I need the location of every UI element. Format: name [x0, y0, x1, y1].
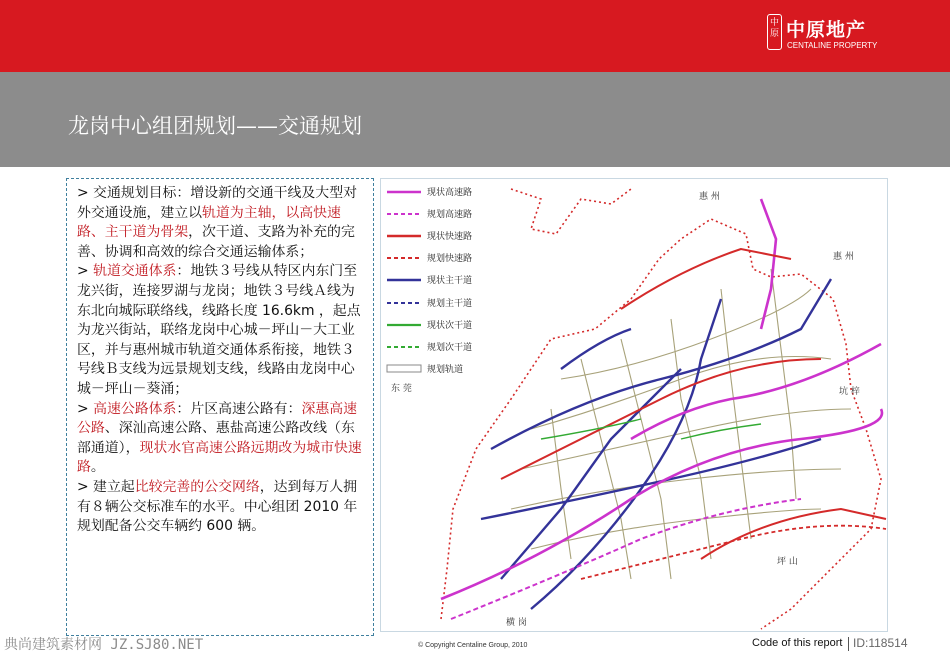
highlight-text: 比较完善的公交网络 — [134, 478, 260, 495]
place-label-dongguan: 东 莞 — [391, 384, 412, 394]
watermark-text: 典尚建筑素材网 JZ.SJ80.NET — [4, 637, 204, 653]
paragraph-bus — [77, 478, 365, 537]
footer-divider — [848, 637, 849, 651]
report-id: ID:118514 — [853, 636, 908, 650]
city-boundary — [511, 189, 631, 234]
legend-label: 规划高速路 — [427, 210, 473, 220]
place-label-huizhou-north: 惠 州 — [699, 192, 720, 202]
highlight-text: 高速公路体系 — [93, 400, 177, 417]
legend-label: 规划轨道 — [427, 365, 464, 375]
centaline-logo — [767, 14, 897, 54]
paragraph-rail — [77, 262, 365, 399]
place-label-kengzi: 坑 梓 — [839, 387, 860, 397]
place-label-henggang: 横 岗 — [506, 618, 527, 628]
highlight-text: 深惠高速公路 — [77, 400, 358, 437]
highlight-text: 轨道为主轴，以高快速路、主干道为骨架 — [77, 204, 341, 241]
text-segment: > 交通规划目标：增设新的交通干线及大型对外交通设施，建立以 — [77, 185, 357, 221]
text-segment: 。 — [90, 459, 105, 476]
legend-label: 现状主干道 — [427, 276, 473, 286]
logo-english-name: CENTALINE PROPERTY — [787, 41, 878, 50]
legend-label: 现状高速路 — [427, 188, 473, 198]
legend-label: 现状快速路 — [427, 232, 473, 242]
legend-label: 规划主干道 — [427, 299, 473, 309]
place-label-pingshan: 坪 山 — [777, 557, 798, 567]
text-segment: > — [77, 263, 94, 280]
logo-chinese-name: 中原地产 — [786, 19, 867, 41]
text-segment: ，达到每万人拥有８辆公交标准车的水平。中心组团 2010 年规划配备公交车辆约 600 辆。 — [77, 478, 358, 535]
legend-swatch — [387, 365, 421, 372]
text-segment: ：片区高速公路有： — [176, 400, 302, 417]
legend-label: 现状次干道 — [427, 321, 473, 331]
logo-mark: 中原 — [767, 14, 782, 50]
legend-label: 规划次干道 — [427, 343, 473, 353]
map-legend — [387, 186, 472, 375]
text-segment: > — [77, 400, 94, 417]
map-canvas — [381, 179, 887, 631]
page-title: 龙岗中心组团规划——交通规划 — [68, 114, 362, 138]
text-segment: ：地铁３号线从特区内东门至龙兴街，连接罗湖与龙岗；地铁３号线Ａ线为东北向城际联络线，线路长度 16.6km ，起点为龙兴街站，联络龙岗中心城－坪山－大工业区，并与惠州城市轨道交通体系衔接，地铁３号线Ｂ支线为远景规划支线，线路由龙岗中心城－坪山－葵涌； — [77, 263, 361, 397]
highlight-text: 现状水官高速公路远期改为城市快速路 — [77, 439, 362, 476]
report-code-label: Code of this report — [752, 637, 843, 649]
place-label-huizhou-east: 惠 州 — [833, 252, 854, 262]
text-segment: > 建立起 — [77, 478, 135, 495]
copyright-text: © Copyright Centaline Group, 2010 — [418, 642, 528, 649]
highlight-text: 轨道交通体系 — [93, 263, 177, 280]
legend-label: 规划快速路 — [427, 254, 473, 264]
text-segment: ，次干道、支路为补充的完善、协调和高效的综合交通运输体系； — [77, 224, 355, 260]
traffic-plan-map — [380, 178, 888, 632]
text-segment: 、深汕高速公路、惠盐高速公路改线（东部通道）， — [77, 420, 355, 456]
content-text-box — [66, 178, 374, 636]
paragraph-expressway — [77, 400, 365, 478]
paragraph-goal — [77, 184, 365, 262]
